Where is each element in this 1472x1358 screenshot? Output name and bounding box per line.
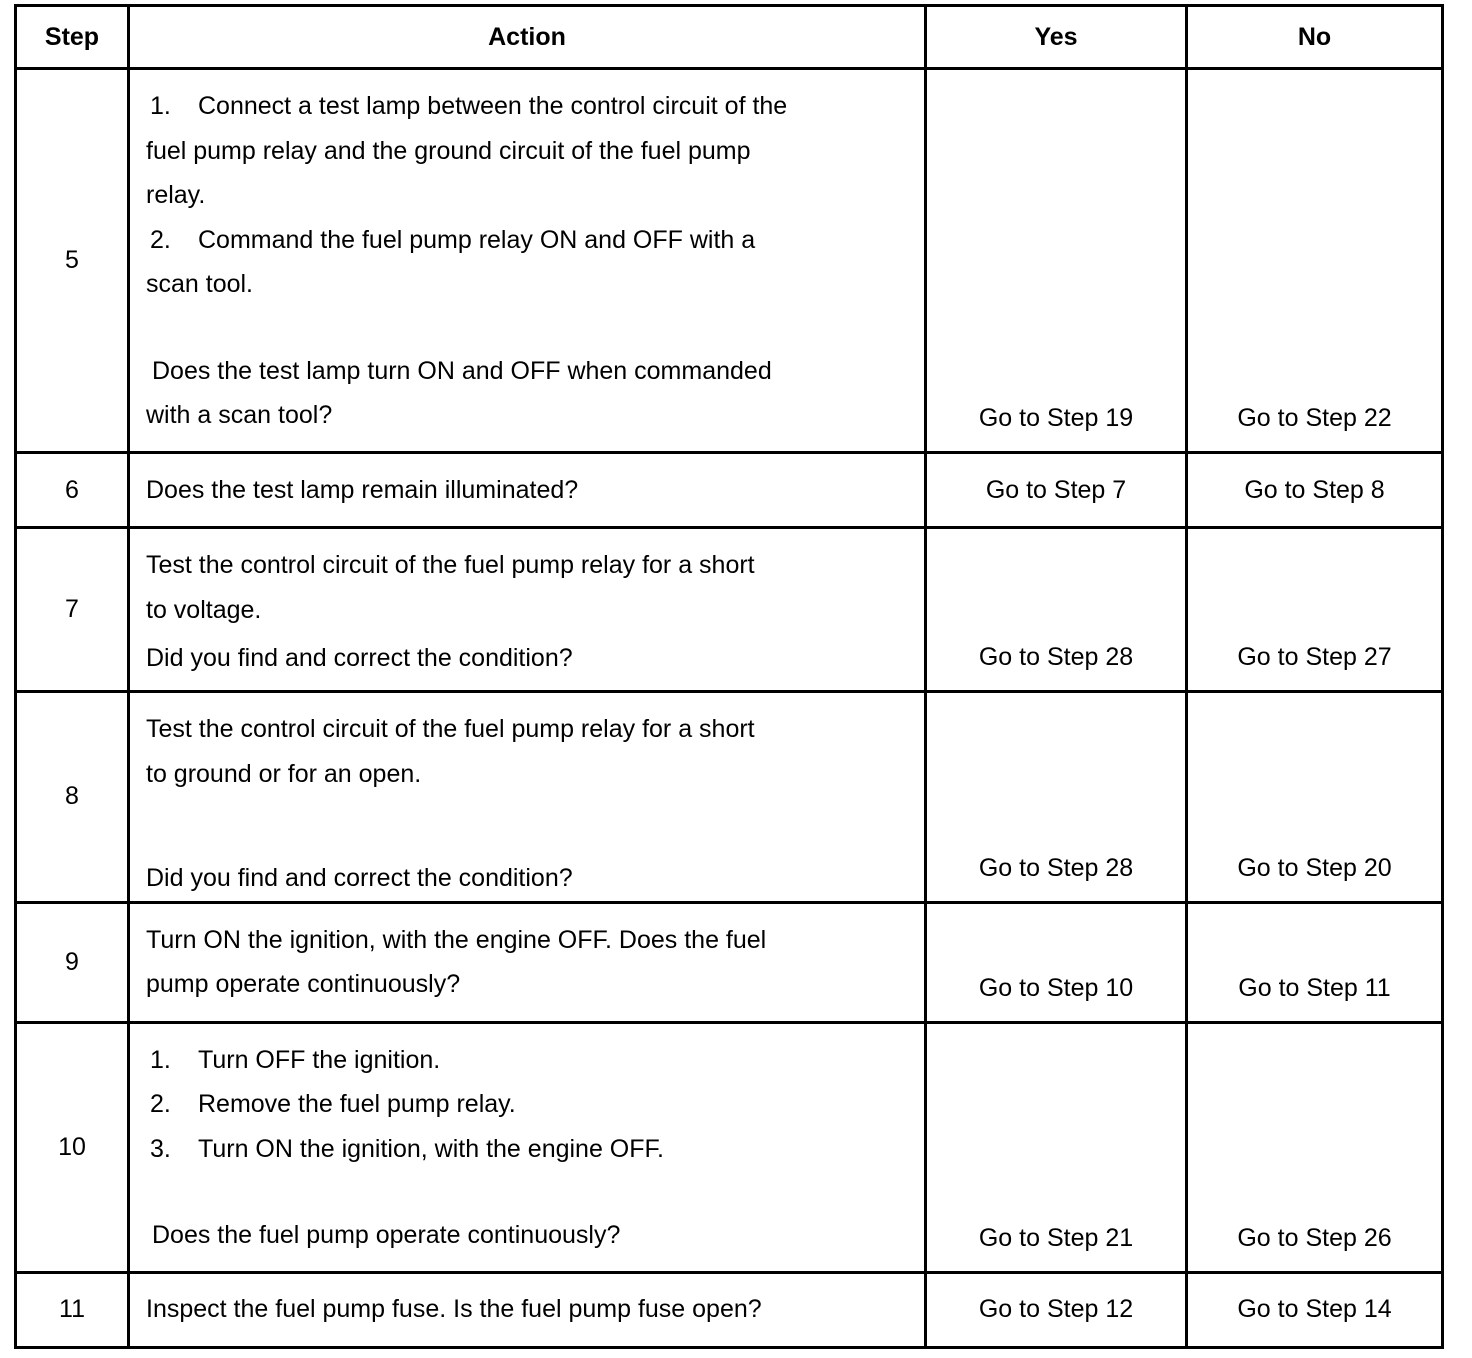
header-yes: Yes [926, 6, 1187, 69]
step-number: 10 [16, 1022, 129, 1272]
header-step: Step [16, 6, 129, 69]
diagnostic-table [14, 4, 1444, 1349]
action-cell: Inspect the fuel pump fuse. Is the fuel pump fuse open? [129, 1272, 926, 1347]
action-cell: Turn ON the ignition, with the engine OFF. Does the fuel pump operate continuously? [129, 902, 926, 1022]
yes-link[interactable]: Go to Step 19 [926, 69, 1187, 453]
no-link[interactable]: Go to Step 22 [1187, 69, 1443, 453]
no-link[interactable]: Go to Step 20 [1187, 692, 1443, 903]
step-number: 7 [16, 528, 129, 692]
table-row [16, 692, 1443, 903]
step-number: 11 [16, 1272, 129, 1347]
yes-link[interactable]: Go to Step 28 [926, 528, 1187, 692]
action-cell: Test the control circuit of the fuel pump relay for a short to voltage. Did you find and correct the condition? [129, 528, 926, 692]
table-row [16, 69, 1443, 453]
header-row [16, 6, 1443, 69]
yes-link[interactable]: Go to Step 7 [926, 453, 1187, 528]
no-link[interactable]: Go to Step 11 [1187, 902, 1443, 1022]
yes-link[interactable]: Go to Step 28 [926, 692, 1187, 903]
table-row [16, 902, 1443, 1022]
no-link[interactable]: Go to Step 26 [1187, 1022, 1443, 1272]
no-link[interactable]: Go to Step 14 [1187, 1272, 1443, 1347]
step-number: 9 [16, 902, 129, 1022]
table-row [16, 528, 1443, 692]
yes-link[interactable]: Go to Step 21 [926, 1022, 1187, 1272]
no-link[interactable]: Go to Step 8 [1187, 453, 1443, 528]
yes-link[interactable]: Go to Step 12 [926, 1272, 1187, 1347]
step-number: 8 [16, 692, 129, 903]
step-number: 5 [16, 69, 129, 453]
step-number: 6 [16, 453, 129, 528]
table-row [16, 453, 1443, 528]
action-cell: 1. Turn OFF the ignition. 2. Remove the fuel pump relay. 3. Turn ON the ignition, with the engine OFF. Does the fuel pump operate continuously? [129, 1022, 926, 1272]
table-row [16, 1022, 1443, 1272]
header-no: No [1187, 6, 1443, 69]
no-link[interactable]: Go to Step 27 [1187, 528, 1443, 692]
action-cell: Does the test lamp remain illuminated? [129, 453, 926, 528]
action-cell: Test the control circuit of the fuel pump relay for a short to ground or for an open. Did you find and correct the condition? [129, 692, 926, 903]
header-action: Action [129, 6, 926, 69]
table-row [16, 1272, 1443, 1347]
yes-link[interactable]: Go to Step 10 [926, 902, 1187, 1022]
action-cell: 1. Connect a test lamp between the control circuit of the fuel pump relay and the ground circuit of the fuel pump relay. 2. Command the fuel pump relay ON and OFF with a scan tool. Does the test lamp turn ON and OFF when commanded with a scan tool? [129, 69, 926, 453]
